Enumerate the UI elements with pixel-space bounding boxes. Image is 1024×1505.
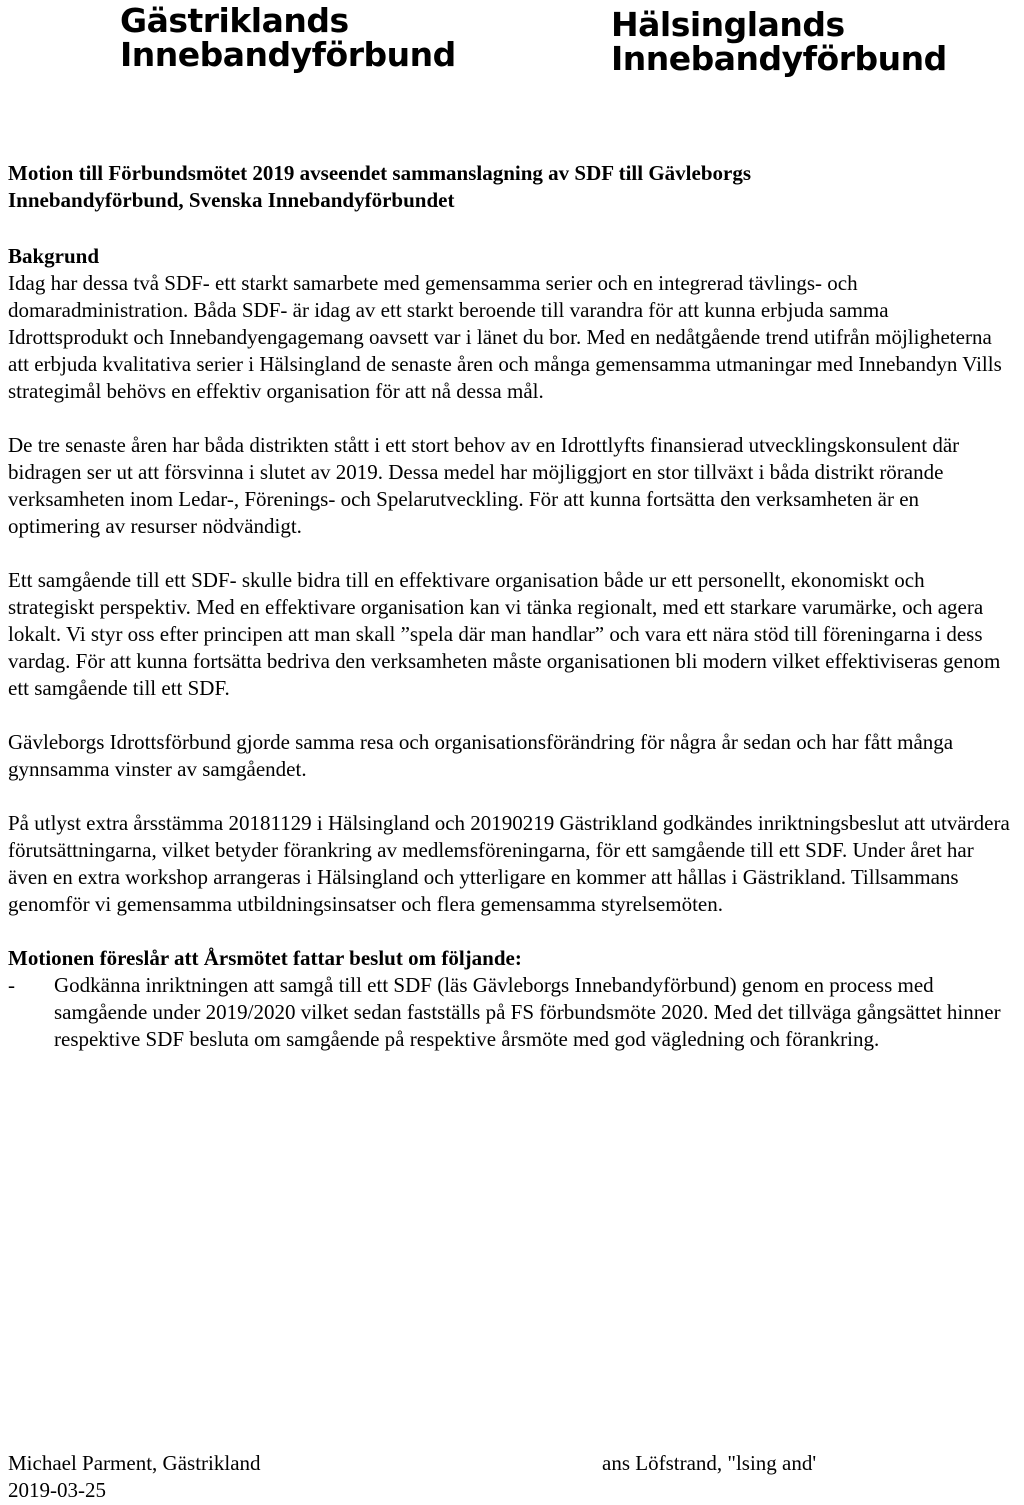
logo-right-line1: Hälsinglands bbox=[611, 5, 845, 44]
halsinglands-innebandyforbund-logo bbox=[611, 5, 947, 78]
background-heading: Bakgrund bbox=[8, 244, 100, 268]
signatory-name-right: ans Löfstrand, "lsing and' bbox=[602, 1451, 817, 1475]
title-line-2: Innebandyförbund, Svenska Innebandyförbundet bbox=[8, 188, 455, 212]
paragraph-merger-benefits: Ett samgående till ett SDF- skulle bidra till en effektivare organisation både ur ett personellt, ekonomiskt och strategiskt perspektiv. Med en effektivare organisation kan vi tänka regionalt, med ett starkare varumärke, och agera lokalt. Vi styr oss efter principen att man skall ”spela där man handlar” och vara ett nära stöd till föreningarna i dess vardag. För att kunna fortsätta bedriva den verksamheten måste organisationen bli modern vilket effektiviseras genom ett samgående till ett SDF. bbox=[8, 568, 1001, 700]
paragraph-idrottsforbund: Gävleborgs Idrottsförbund gjorde samma resa och organisationsförändring för några år sedan och har fått många gynnsamma vinster av samgåendet. bbox=[8, 730, 954, 781]
signature-date: 2019-03-25 bbox=[8, 1478, 106, 1502]
signature-block-right bbox=[602, 1450, 816, 1477]
signature-block-left bbox=[8, 1450, 261, 1504]
list-dash: - bbox=[8, 973, 15, 997]
title-line-1: Motion till Förbundsmötet 2019 avseendet sammanslagning av SDF till Gävleborgs bbox=[8, 161, 751, 185]
paragraph-background: Idag har dessa två SDF- ett starkt samarbete med gemensamma serier och en integrerad tävlings- och domaradministration. Båda SDF- är idag av ett starkt beroende till varandra för att kunna erbjuda samma Idrottsprodukt och Innebandyengagemang oavsett var i länet du bor. Med en nedåtgående trend utifrån möjligheterna att erbjuda kvalitativa serier i Hälsingland de senaste åren och många gemensamma utmaningar med Innebandyn Vills strategimål behövs en effektiv organisation för att nå dessa mål. bbox=[8, 271, 1002, 403]
logo-left-line2: Innebandyförbund bbox=[120, 35, 456, 74]
logo-left-line1: Gästriklands bbox=[120, 1, 349, 40]
signatory-name-left: Michael Parment, Gästrikland bbox=[8, 1451, 261, 1475]
motion-document bbox=[8, 160, 1013, 1053]
proposal-list bbox=[8, 972, 1013, 1053]
list-item bbox=[8, 972, 1013, 1053]
gastriklands-innebandyforbund-logo bbox=[120, 1, 456, 74]
logo-right-line2: Innebandyförbund bbox=[611, 39, 947, 78]
letterhead bbox=[0, 0, 1024, 90]
proposal-text: Godkänna inriktningen att samgå till ett SDF (läs Gävleborgs Innebandyförbund) genom en process med samgående under 2019/2020 vilket sedan fastställs på FS förbundsmöte 2020. Med det tillväga gångsättet hinner respektive SDF besluta om samgående på respektive årsmöte med god vägledning och förankring. bbox=[54, 973, 1001, 1051]
document-title bbox=[8, 160, 1013, 214]
paragraph-annual-meetings: På utlyst extra årsstämma 20181129 i Hälsingland och 20190219 Gästrikland godkändes inriktningsbeslut att utvärdera förutsättningarna, vilket betyder förankring av medlemsföreningarna, för ett samgående till ett SDF. Under året har även en extra workshop arrangeras i Hälsingland och ytterligare en kommer att hållas i Gästrikland. Tillsammans genomför vi gemensamma utbildningsinsatser och flera gemensamma styrelsemöten. bbox=[8, 811, 1010, 916]
paragraph-funding: De tre senaste åren har båda distrikten stått i ett stort behov av en Idrottlyfts finansierad utvecklingskonsulent där bidragen ser ut att försvinna i slutet av 2019. Dessa medel har möjliggjort en stor tillväxt i båda distrikt rörande verksamheten inom Ledar-, Förenings- och Spelarutveckling. För att kunna fortsätta den verksamheten är en optimering av resurser nödvändigt. bbox=[8, 433, 960, 538]
motion-proposal-heading: Motionen föreslår att Årsmötet fattar beslut om följande: bbox=[8, 946, 522, 970]
